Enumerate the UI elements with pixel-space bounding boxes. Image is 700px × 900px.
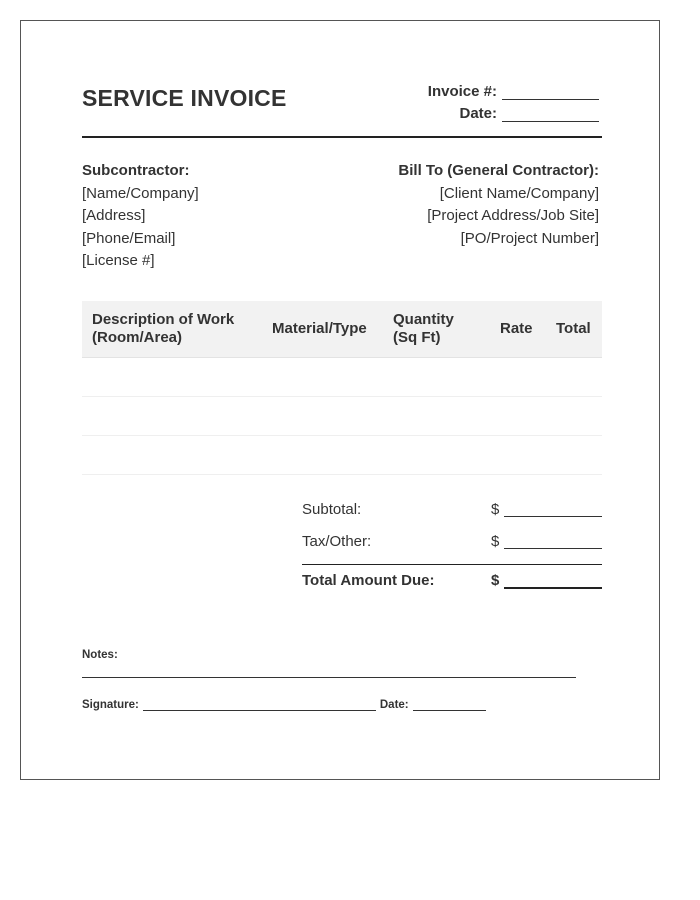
subtotal-row: [302, 501, 602, 521]
invoice-number-label: Invoice #:: [427, 83, 497, 100]
column-quantity: Quantity (Sq Ft): [393, 311, 454, 346]
signature-date-label: Date:: [379, 699, 409, 711]
bill-to-block: [398, 160, 599, 250]
tax-currency: $: [491, 533, 500, 550]
invoice-date-blank[interactable]: [502, 109, 599, 122]
tax-label: Tax/Other:: [302, 533, 372, 550]
signature-label: Signature:: [82, 699, 139, 711]
invoice-title: SERVICE INVOICE: [82, 85, 287, 111]
subcontractor-heading: Subcontractor:: [82, 162, 190, 179]
notes-line[interactable]: [82, 677, 576, 678]
column-description: Description of Work (Room/Area): [92, 311, 235, 346]
total-due-row: [302, 572, 602, 592]
bill-to-client: [Client Name/Company]: [439, 184, 599, 202]
subtotal-currency: $: [491, 501, 500, 518]
signature-date-blank[interactable]: [413, 700, 486, 711]
invoice-date-field[interactable]: [459, 105, 599, 122]
table-header: [82, 301, 602, 358]
subcontractor-license: [License #]: [82, 252, 155, 269]
invoice-page: [20, 20, 660, 780]
header-divider: [82, 136, 602, 138]
total-due-currency: $: [491, 572, 500, 589]
invoice-number-blank[interactable]: [502, 87, 599, 100]
invoice-number-field[interactable]: [428, 83, 599, 100]
subcontractor-address: [Address]: [82, 207, 146, 224]
total-due-label: Total Amount Due:: [302, 572, 435, 589]
bill-to-po: [PO/Project Number]: [460, 229, 599, 247]
table-row[interactable]: [82, 397, 602, 436]
total-due-blank[interactable]: [504, 587, 602, 589]
tax-row: [302, 533, 602, 553]
invoice-date-label: Date:: [459, 105, 497, 122]
subcontractor-name: [Name/Company]: [82, 184, 199, 202]
subcontractor-block: [82, 160, 199, 273]
totals-divider: [302, 564, 602, 565]
bill-to-heading: Bill To (General Contractor):: [398, 162, 599, 179]
subtotal-label: Subtotal:: [302, 501, 362, 518]
column-material: Material/Type: [272, 320, 367, 337]
column-total: Total: [556, 320, 591, 337]
tax-blank[interactable]: [504, 548, 602, 549]
signature-blank[interactable]: [143, 700, 376, 711]
notes-label: Notes:: [82, 649, 118, 661]
subcontractor-contact: [Phone/Email]: [82, 229, 176, 247]
signature-row: [82, 699, 486, 711]
subtotal-blank[interactable]: [504, 516, 602, 517]
line-items-table: [82, 301, 602, 475]
bill-to-address: [Project Address/Job Site]: [427, 207, 599, 224]
table-row[interactable]: [82, 358, 602, 397]
column-rate: Rate: [500, 320, 533, 337]
table-row[interactable]: [82, 436, 602, 475]
